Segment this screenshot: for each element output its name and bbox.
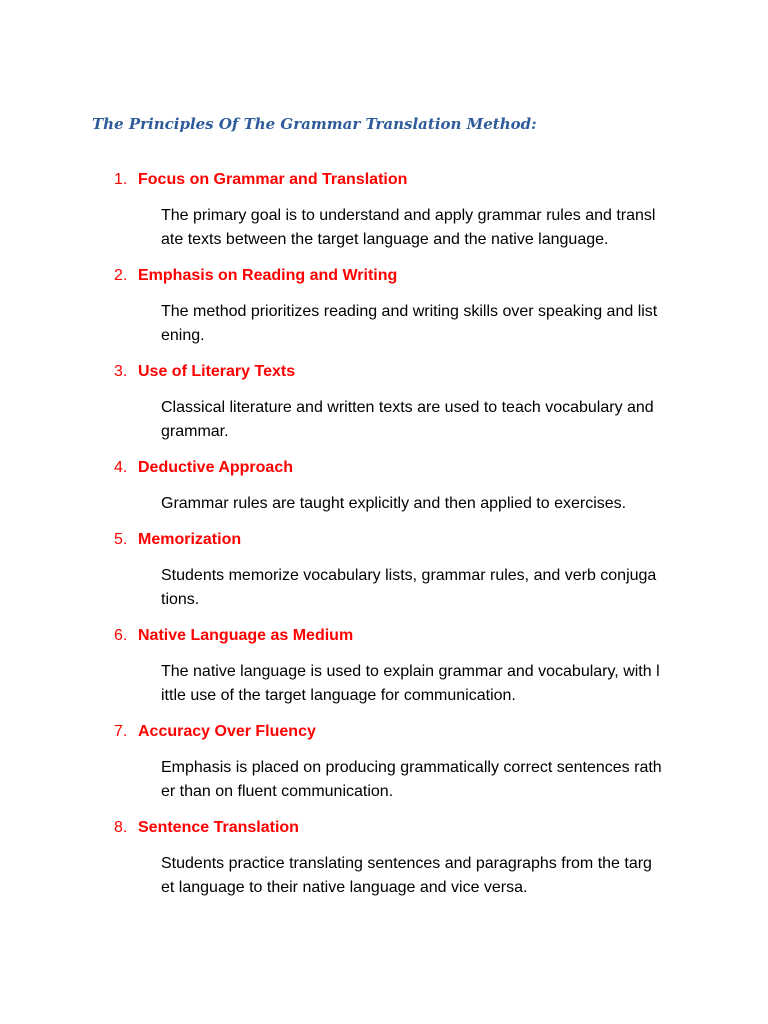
principle-description xyxy=(161,852,683,900)
description-line: ittle use of the target language for communication. xyxy=(161,687,516,704)
principle-description xyxy=(161,204,683,252)
principle-heading: Focus on Grammar and Translation xyxy=(138,171,408,188)
principle-description xyxy=(161,492,683,516)
description-line: Students memorize vocabulary lists, grammar rules, and verb conjuga xyxy=(161,567,657,584)
description-line: The native language is used to explain grammar and vocabulary, with l xyxy=(161,663,660,680)
principle-heading: Memorization xyxy=(138,531,242,548)
description-line: ate texts between the target language and the native language. xyxy=(161,231,609,248)
principle-heading: Accuracy Over Fluency xyxy=(138,723,316,740)
description-line: Classical literature and written texts are used to teach vocabulary and xyxy=(161,399,654,416)
principle-description xyxy=(161,396,683,444)
description-line: tions. xyxy=(161,591,200,608)
principle-number: 4. xyxy=(114,459,128,476)
principle-heading: Native Language as Medium xyxy=(138,627,354,644)
principle-number: 7. xyxy=(114,723,128,740)
description-line: The method prioritizes reading and writing skills over speaking and list xyxy=(161,303,658,320)
description-line: ening. xyxy=(161,327,205,344)
principle-number: 2. xyxy=(114,267,128,284)
principle-description xyxy=(161,564,683,612)
principle-heading: Sentence Translation xyxy=(138,819,299,836)
principle-number: 6. xyxy=(114,627,128,644)
principle-number: 5. xyxy=(114,531,128,548)
principle-number: 1. xyxy=(114,171,128,188)
description-line: Emphasis is placed on producing grammatically correct sentences rath xyxy=(161,759,662,776)
description-line: grammar. xyxy=(161,423,229,440)
principle-description xyxy=(161,756,683,804)
principle-description xyxy=(161,300,683,348)
description-line: et language to their native language and vice versa. xyxy=(161,879,528,896)
description-line: Grammar rules are taught explicitly and then applied to exercises. xyxy=(161,495,627,512)
principle-heading: Deductive Approach xyxy=(138,459,293,476)
principle-number: 3. xyxy=(114,363,128,380)
principle-heading: Use of Literary Texts xyxy=(138,363,296,380)
principle-description xyxy=(161,660,683,708)
principle-number: 8. xyxy=(114,819,128,836)
description-line: Students practice translating sentences and paragraphs from the targ xyxy=(161,855,652,872)
document-title: The Principles Of The Grammar Translation Method: xyxy=(92,115,537,133)
principle-heading: Emphasis on Reading and Writing xyxy=(138,267,398,284)
description-line: er than on fluent communication. xyxy=(161,783,394,800)
description-line: The primary goal is to understand and apply grammar rules and transl xyxy=(161,207,656,224)
